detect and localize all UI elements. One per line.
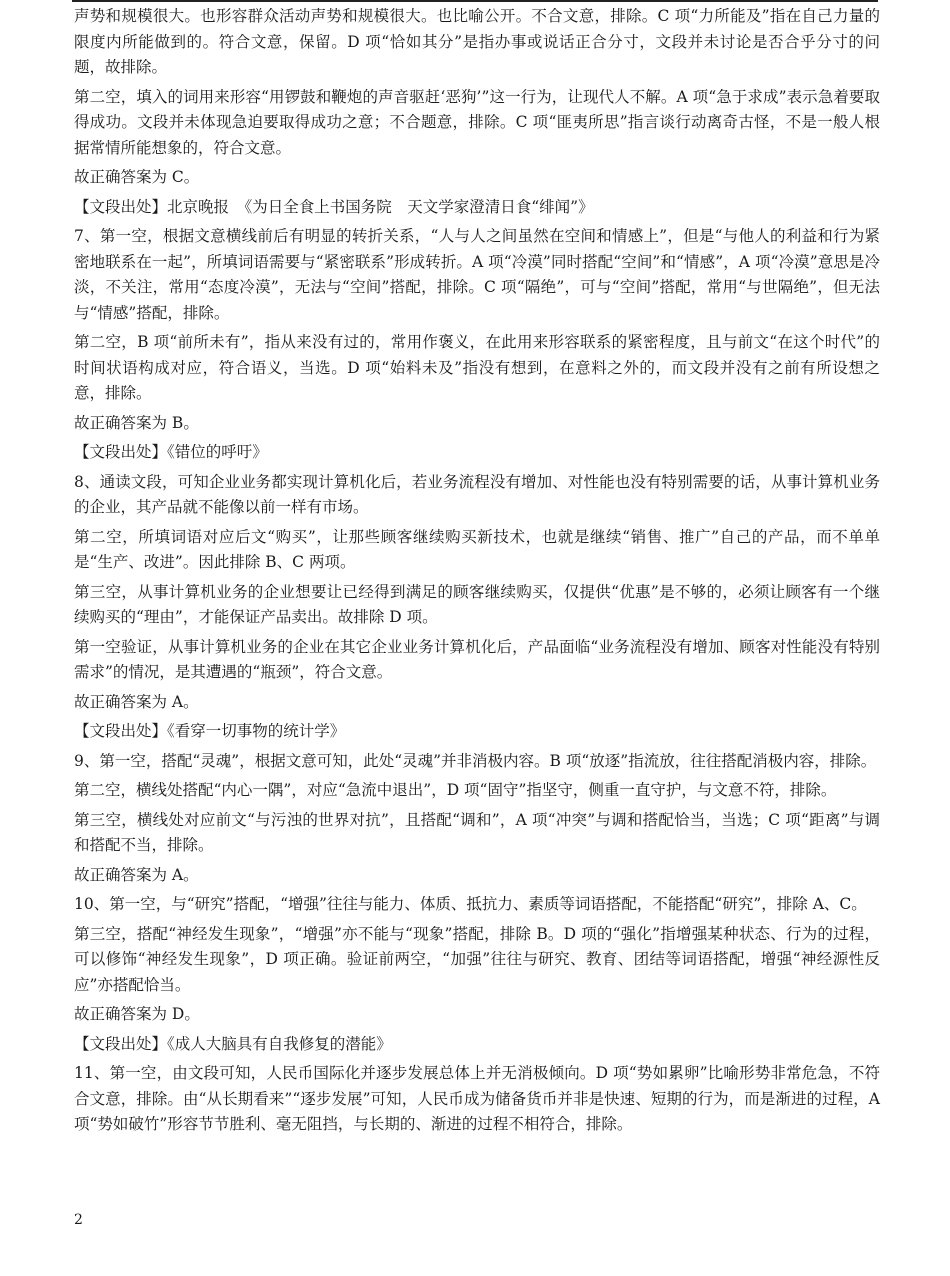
answer-line: 故正确答案为 D。 (74, 1005, 200, 1023)
question-paragraph: 11、第一空，由文段可知，人民币国际化并逐步发展总体上并无消极倾向。D 项“势如累卵”比喻形势非常危急，不符合文意，排除。由“从长期看来”“逐步发展”可知，人民币成为储备货币并非是快速、短期的行为，而是渐进的过程，A 项“势如破竹”形容节节胜利、毫无阻挡，与长期的、渐进的过程不相符合，排除。 (74, 1064, 880, 1133)
document-body (74, 4, 880, 1142)
answer-line: 故正确答案为 A。 (74, 865, 199, 884)
paragraph: 第二空，横线处搭配“内心一隅”，对应“急流中退出”，D 项“固守”指坚守，侧重一直守护，与文意不符，排除。 (74, 781, 837, 799)
header-rule (72, 0, 878, 2)
paragraph: 第三空，搭配“神经发生现象”，“增强”亦不能与“现象”搭配，排除 B。D 项的“强化”指增强某种状态、行为的过程，可以修饰“神经发生现象”，D 项正确。验证前两空，“加强”往往与研究、教育、团结等词语搭配，增强“神经源性反应”亦搭配恰当。 (74, 924, 880, 994)
answer-line: 故正确答案为 A。 (74, 692, 199, 711)
paragraph: 第三空，横线处对应前文“与污浊的世界对抗”，且搭配“调和”，A 项“冲突”与调和搭配恰当，当选；C 项“距离”与调和搭配不当，排除。 (74, 810, 880, 854)
paragraph: 声势和规模很大。也形容群众活动声势和规模很大。也比喻公开。不合文意，排除。C 项“力所能及”指在自己力量的限度内所能做到的。符合文意，保留。D 项“恰如其分”是指办事或说话正合分寸，文段并未讨论是否合乎分寸的问题，故排除。 (74, 7, 880, 76)
paragraph: 第二空，填入的词用来形容“用锣鼓和鞭炮的声音驱赶‘恶狗’”这一行为，让现代人不解。A 项“急于求成”表示急着要取得成功。文段并未体现急迫要取得成功之意；不合题意，排除。C 项“匪夷所思”指言谈行动离奇古怪，不是一般人根据常情所能想象的，符合文意。 (74, 87, 880, 157)
paragraph: 第二空，B 项“前所未有”，指从来没有过的，常用作褒义，在此用来形容联系的紧密程度，且与前文“在这个时代”的时间状语构成对应，符合语义，当选。D 项“始料未及”指没有想到，在意料之外的，而文段并没有之前有所设想之意，排除。 (74, 333, 880, 402)
question-paragraph: 10、第一空，与“研究”搭配，“增强”往往与能力、体质、抵抗力、素质等词语搭配，不能搭配“研究”，排除 A、C。 (74, 895, 867, 913)
source-line: 【文段出处】《错位的呼吁》 (74, 443, 268, 461)
answer-line: 故正确答案为 C。 (74, 168, 200, 186)
paragraph: 第三空，从事计算机业务的企业想要让已经得到满足的顾客继续购买，仅提供“优惠”是不够的，必须让顾客有一个继续购买的“理由”，才能保证产品卖出。故排除 D 项。 (74, 582, 880, 626)
source-line: 【文段出处】北京晚报 《为日全食上书国务院 天文学家澄清日食“绯闻”》 (74, 197, 594, 216)
paragraph: 第二空，所填词语对应后文“购买”，让那些顾客继续购买新技术，也就是继续“销售、推广”自己的产品，而不单单是“生产、改进”。因此排除 B、C 两项。 (74, 527, 880, 571)
question-paragraph: 9、第一空，搭配“灵魂”，根据文意可知，此处“灵魂”并非消极内容。B 项“放逐”指流放，往往搭配消极内容，排除。 (74, 751, 877, 770)
question-paragraph: 8、通读文段，可知企业业务都实现计算机化后，若业务流程没有增加、对性能也没有特别需要的话，从事计算机业务的企业，其产品就不能像以前一样有市场。 (74, 472, 880, 516)
question-paragraph: 7、第一空，根据文意横线前后有明显的转折关系，“人与人之间虽然在空间和情感上”，但是“与他人的利益和行为紧密地联系在一起”，所填词语需要与“紧密联系”形成转折。A 项“冷漠”同时搭配“空间”和“情感”，A 项“冷漠”意思是冷淡，不关注，常用“态度冷漠”，无法与“空间”搭配，排除。C 项“隔绝”，可与“空间”搭配，常用“与世隔绝”，但无法与“情感”搭配，排除。 (74, 227, 880, 322)
source-line: 【文段出处】《成人大脑具有自我修复的潜能》 (74, 1034, 392, 1053)
page-number: 2 (74, 1212, 83, 1228)
paragraph: 第一空验证，从事计算机业务的企业在其它企业业务计算机化后，产品面临“业务流程没有增加、顾客对性能没有特别需求”的情况，是其遭遇的“瓶颈”，符合文意。 (74, 637, 880, 681)
source-line: 【文段出处】《看穿一切事物的统计学》 (74, 722, 346, 740)
answer-line: 故正确答案为 B。 (74, 413, 199, 432)
